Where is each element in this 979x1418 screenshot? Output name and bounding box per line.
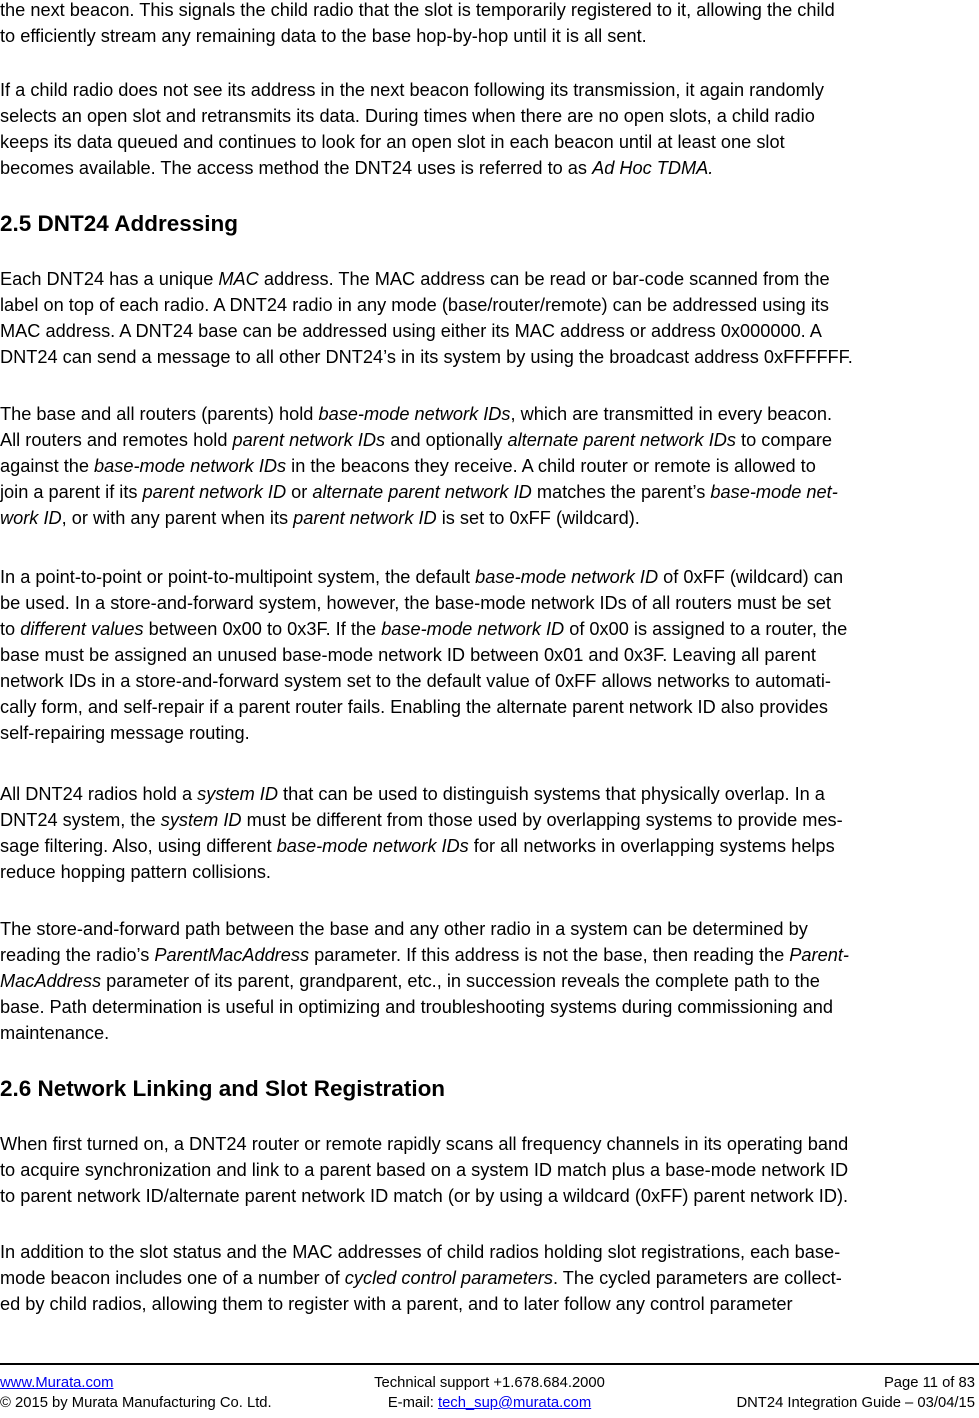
- italic-term: system ID: [160, 810, 242, 830]
- paragraph-path-determination: [0, 916, 975, 1046]
- italic-term: base-mode network IDs: [276, 836, 469, 856]
- paragraph-mac-address: [0, 266, 975, 370]
- italic-term: parent network ID: [293, 508, 437, 528]
- text-line: [0, 292, 975, 318]
- text-run: , or with any parent when its: [61, 508, 294, 528]
- text-run: sage filtering. Also, using different: [0, 836, 277, 856]
- text-line: [0, 642, 975, 668]
- text-run: base must be assigned an unused base-mode network ID between 0x01 and 0x3F. Leaving all parent: [0, 645, 816, 665]
- text-line: [0, 266, 975, 292]
- text-run: is set to 0xFF (wildcard).: [436, 508, 640, 528]
- copyright-notice: © 2015 by Murata Manufacturing Co. Ltd.: [0, 1395, 272, 1411]
- paragraph-network-ids: [0, 401, 975, 531]
- text-line: [0, 942, 975, 968]
- text-line: [0, 318, 975, 344]
- footer-row-2: [0, 1393, 979, 1413]
- italic-term: alternate parent network ID: [312, 482, 532, 502]
- text-line: [0, 77, 975, 103]
- text-run: of 0x00 is assigned to a router, the: [564, 619, 848, 639]
- text-run: Each DNT24 has a unique: [0, 269, 219, 289]
- text-run: When first turned on, a DNT24 router or remote rapidly scans all frequency channels in its operating band: [0, 1134, 849, 1154]
- text-run: address. The MAC address can be read or bar-code scanned from the: [258, 269, 830, 289]
- text-run: The base and all routers (parents) hold: [0, 404, 319, 424]
- text-run: . The cycled parameters are collect-: [553, 1268, 842, 1288]
- italic-term: different values: [20, 619, 144, 639]
- paragraph-store-and-forward-ids: [0, 564, 975, 746]
- text-run: self-repairing message routing.: [0, 723, 250, 743]
- text-line: [0, 23, 975, 49]
- text-line: [0, 129, 975, 155]
- text-run: to efficiently stream any remaining data to the base hop-by-hop until it is all sent.: [0, 26, 647, 46]
- text-run: label on top of each radio. A DNT24 radio in any mode (base/router/remote) can be addressed using its: [0, 295, 830, 315]
- text-run: ed by child radios, allowing them to register with a parent, and to later follow any control parameter: [0, 1294, 793, 1314]
- italic-term: cycled control parameters: [344, 1268, 554, 1288]
- text-run: All routers and remotes hold: [0, 430, 233, 450]
- text-line: [0, 427, 975, 453]
- text-run: selects an open slot and retransmits its data. During times when there are no open slots, a child radio: [0, 106, 815, 126]
- text-line: [0, 1183, 975, 1209]
- text-line: [0, 994, 975, 1020]
- text-line: [0, 401, 975, 427]
- text-run: that can be used to distinguish systems that physically overlap. In a: [277, 784, 825, 804]
- text-run: reading the radio’s: [0, 945, 155, 965]
- document-title: DNT24 Integration Guide – 03/04/15: [736, 1395, 975, 1411]
- text-line: [0, 1131, 975, 1157]
- text-run: In a point-to-point or point-to-multipoint system, the default: [0, 567, 476, 587]
- text-line: [0, 916, 975, 942]
- paragraph-network-linking: [0, 1131, 975, 1209]
- text-line: [0, 155, 975, 181]
- text-run: parameter of its parent, grandparent, etc., in succession reveals the complete path to the: [101, 971, 820, 991]
- text-run: mode beacon includes one of a number of: [0, 1268, 345, 1288]
- text-line: [0, 807, 975, 833]
- email-link[interactable]: tech_sup@murata.com: [437, 1395, 592, 1411]
- page-number: Page 11 of 83: [883, 1375, 975, 1391]
- text-run: , which are transmitted in every beacon.: [510, 404, 833, 424]
- text-run: join a parent if its: [0, 482, 143, 502]
- text-run: to parent network ID/alternate parent network ID match (or by using a wildcard (0xFF) parent network ID).: [0, 1186, 849, 1206]
- italic-term: work ID: [0, 508, 62, 528]
- text-line: [0, 694, 975, 720]
- text-run: network IDs in a store-and-forward system set to the default value of 0xFF allows networks to automati-: [0, 671, 831, 691]
- text-run: the next beacon. This signals the child radio that the slot is temporarily registered to it, allowing the child: [0, 0, 835, 20]
- text-run: or: [286, 482, 313, 502]
- text-line: [0, 859, 975, 885]
- text-line: [0, 453, 975, 479]
- website-link[interactable]: www.Murata.com: [0, 1375, 114, 1391]
- text-line: [0, 1239, 975, 1265]
- italic-term: ParentMacAddress: [154, 945, 310, 965]
- text-run: to compare: [736, 430, 833, 450]
- text-line: [0, 1157, 975, 1183]
- section-heading-2-6: 2.6 Network Linking and Slot Registration: [0, 1076, 446, 1101]
- text-line: [0, 590, 975, 616]
- text-line: [0, 720, 975, 746]
- footer-divider: [0, 1363, 979, 1365]
- italic-term: base-mode network IDs: [94, 456, 287, 476]
- italic-term: MacAddress: [0, 971, 102, 991]
- text-line: [0, 479, 975, 505]
- text-run: cally form, and self-repair if a parent router fails. Enabling the alternate parent network ID also provides: [0, 697, 828, 717]
- italic-term: base-mode network ID: [475, 567, 659, 587]
- text-run: to acquire synchronization and link to a parent based on a system ID match plus a base-mode network ID: [0, 1160, 849, 1180]
- text-line: [0, 1291, 975, 1317]
- text-run: The store-and-forward path between the base and any other radio in a system can be determined by: [0, 919, 808, 939]
- text-run: of 0xFF (wildcard) can: [658, 567, 844, 587]
- text-line: [0, 344, 975, 370]
- paragraph-beacon-registration: [0, 0, 975, 49]
- text-run: matches the parent’s: [531, 482, 711, 502]
- italic-term: base-mode net-: [710, 482, 838, 502]
- text-run: be used. In a store-and-forward system, however, the base-mode network IDs of all routers must be set: [0, 593, 831, 613]
- text-run: for all networks in overlapping systems helps: [468, 836, 835, 856]
- text-line: [0, 668, 975, 694]
- text-run: DNT24 system, the: [0, 810, 161, 830]
- text-line: [0, 103, 975, 129]
- text-line: [0, 0, 975, 23]
- email-label: E-mail:: [387, 1395, 438, 1411]
- italic-term: system ID: [197, 784, 278, 804]
- italic-term: MAC: [218, 269, 259, 289]
- text-line: [0, 1020, 975, 1046]
- text-run: DNT24 can send a message to all other DNT24’s in its system by using the broadcast address 0xFFFFFF.: [0, 347, 853, 367]
- text-run: MAC address. A DNT24 base can be addressed using either its MAC address or address 0x000000. A: [0, 321, 822, 341]
- text-run: All DNT24 radios hold a: [0, 784, 198, 804]
- italic-term: Parent-: [789, 945, 849, 965]
- paragraph-cycled-parameters: [0, 1239, 975, 1317]
- text-run: against the: [0, 456, 95, 476]
- italic-term: parent network ID: [142, 482, 287, 502]
- footer-row-1: [0, 1373, 979, 1393]
- text-line: [0, 564, 975, 590]
- italic-term: Ad Hoc TDMA.: [592, 158, 714, 178]
- support-phone: Technical support +1.678.684.2000: [374, 1375, 605, 1391]
- paragraph-system-id: [0, 781, 975, 885]
- text-run: between 0x00 to 0x3F. If the: [143, 619, 382, 639]
- italic-term: alternate parent network IDs: [507, 430, 736, 450]
- italic-term: base-mode network IDs: [318, 404, 511, 424]
- text-run: In addition to the slot status and the MAC addresses of child radios holding slot registrations, each base-: [0, 1242, 841, 1262]
- italic-term: parent network IDs: [232, 430, 386, 450]
- text-line: [0, 616, 975, 642]
- text-line: [0, 1265, 975, 1291]
- paragraph-ad-hoc-tdma: [0, 77, 975, 181]
- italic-term: base-mode network ID: [381, 619, 565, 639]
- text-run: becomes available. The access method the DNT24 uses is referred to as: [0, 158, 593, 178]
- text-run: reduce hopping pattern collisions.: [0, 862, 271, 882]
- text-run: If a child radio does not see its address in the next beacon following its transmission, it again randomly: [0, 80, 824, 100]
- text-run: in the beacons they receive. A child router or remote is allowed to: [286, 456, 816, 476]
- text-line: [0, 968, 975, 994]
- section-heading-2-5: 2.5 DNT24 Addressing: [0, 211, 238, 236]
- text-line: [0, 781, 975, 807]
- text-line: [0, 505, 975, 531]
- text-run: parameter. If this address is not the base, then reading the: [309, 945, 790, 965]
- text-run: maintenance.: [0, 1023, 110, 1043]
- text-run: keeps its data queued and continues to look for an open slot in each beacon until at least one slot: [0, 132, 785, 152]
- text-run: to: [0, 619, 21, 639]
- text-run: base. Path determination is useful in optimizing and troubleshooting systems during commissioning and: [0, 997, 834, 1017]
- text-line: [0, 833, 975, 859]
- text-run: must be different from those used by overlapping systems to provide mes-: [241, 810, 843, 830]
- text-run: and optionally: [385, 430, 508, 450]
